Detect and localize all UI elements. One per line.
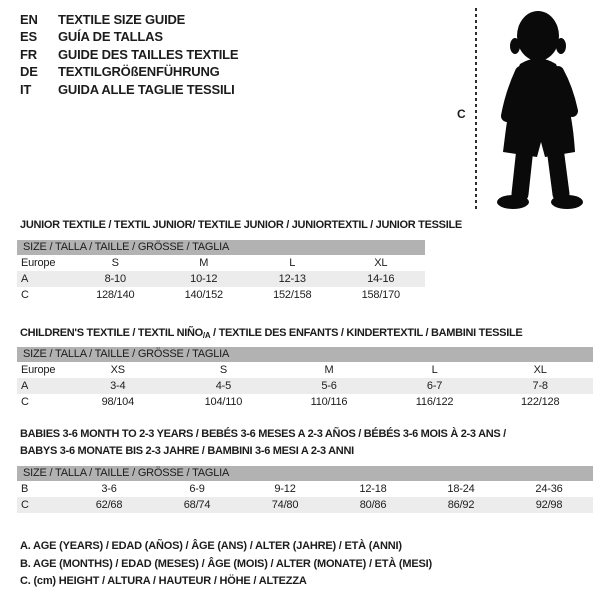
height-value: 158/170 bbox=[361, 288, 400, 301]
language-row-en bbox=[20, 11, 238, 28]
age-value: 3-6 bbox=[101, 482, 117, 495]
age-value: 10-12 bbox=[160, 271, 249, 287]
table-row-age-months bbox=[17, 481, 593, 497]
age-value: 24-36 bbox=[535, 482, 563, 495]
table-header-label: SIZE / TALLA / TAILLE / GRÖSSE / TAGLIA bbox=[17, 240, 425, 255]
baby-silhouette bbox=[486, 6, 598, 213]
row-label: A bbox=[17, 271, 71, 287]
height-value: 68/74 bbox=[153, 497, 241, 513]
row-label: A bbox=[17, 378, 65, 394]
language-code: EN bbox=[20, 12, 38, 27]
baby-foot-left bbox=[497, 195, 529, 209]
baby-head bbox=[517, 11, 559, 61]
legend-item-c: C. (cm) HEIGHT / ALTURA / HAUTEUR / HÖHE / ALTEZZA bbox=[20, 575, 307, 588]
row-label: Europe bbox=[21, 256, 56, 269]
babies-section-heading bbox=[20, 426, 506, 460]
age-value: 4-5 bbox=[171, 378, 277, 394]
age-value: 6-9 bbox=[189, 482, 205, 495]
table-row-europe bbox=[17, 255, 425, 271]
height-value: 116/122 bbox=[415, 395, 454, 408]
size-value: S bbox=[219, 363, 227, 376]
table-row-europe bbox=[17, 362, 593, 378]
baby-ear-left bbox=[510, 38, 520, 54]
size-value: XS bbox=[110, 363, 125, 376]
heading-text: / TEXTILE DES ENFANTS / KINDERTEXTIL / BAMBINI TESSILE bbox=[210, 327, 523, 339]
heading-line-2: BABYS 3-6 MONATE BIS 2-3 JAHRE / BAMBINI 3-6 MESI A 2-3 ANNI bbox=[20, 445, 354, 457]
height-value: 128/140 bbox=[96, 288, 135, 301]
size-value: XL bbox=[533, 363, 547, 376]
baby-foot-right bbox=[551, 195, 583, 209]
table-header-label: SIZE / TALLA / TAILLE / GRÖSSE / TAGLIA bbox=[17, 347, 593, 362]
age-value: 5-6 bbox=[276, 378, 382, 394]
age-value: 18-24 bbox=[447, 482, 475, 495]
height-value: 86/92 bbox=[417, 497, 505, 513]
age-value: 3-4 bbox=[65, 378, 171, 394]
legend-item-b: B. AGE (MONTHS) / EDAD (MESES) / ÂGE (MOIS) / ALTER (MONATE) / ETÀ (MESI) bbox=[20, 557, 432, 570]
height-value: 122/128 bbox=[521, 395, 560, 408]
junior-section-heading: JUNIOR TEXTILE / TEXTIL JUNIOR/ TEXTILE JUNIOR / JUNIORTEXTIL / JUNIOR TESSILE bbox=[20, 219, 462, 231]
height-value: 98/104 bbox=[101, 395, 135, 408]
language-code: FR bbox=[20, 46, 37, 62]
age-value: 12-18 bbox=[359, 482, 387, 495]
row-label: Europe bbox=[21, 363, 56, 376]
size-value: L bbox=[289, 256, 296, 269]
age-value: 6-7 bbox=[382, 378, 488, 394]
height-value: 140/152 bbox=[184, 288, 223, 301]
language-title-list bbox=[20, 11, 238, 98]
table-header-row bbox=[17, 347, 593, 362]
height-measure-dotted-line bbox=[475, 8, 477, 210]
height-value: 152/158 bbox=[273, 288, 312, 301]
baby-ear-right bbox=[556, 38, 566, 54]
table-row-age bbox=[17, 271, 425, 287]
language-row-it bbox=[20, 81, 238, 98]
age-value: 8-10 bbox=[71, 271, 160, 287]
junior-size-table bbox=[17, 240, 425, 303]
heading-subscript: /A bbox=[202, 331, 211, 340]
row-label: B bbox=[21, 482, 29, 495]
guide-title: TEXTILE SIZE GUIDE bbox=[58, 12, 186, 27]
guide-title: GUIDA ALLE TAGLIE TESSILI bbox=[58, 81, 235, 97]
heading-text: CHILDREN'S TEXTILE / TEXTIL NIÑO bbox=[20, 327, 203, 339]
guide-title: GUIDE DES TAILLES TEXTILE bbox=[58, 46, 239, 62]
age-value: 14-16 bbox=[337, 271, 426, 287]
row-label: C bbox=[21, 288, 29, 301]
language-code: DE bbox=[20, 64, 38, 80]
table-header-row bbox=[17, 240, 425, 255]
language-code: IT bbox=[20, 81, 32, 97]
height-value: 104/110 bbox=[204, 395, 243, 408]
guide-title: TEXTILGRÖßENFÜHRUNG bbox=[58, 64, 220, 80]
babies-size-table bbox=[17, 466, 593, 513]
table-row-height bbox=[17, 394, 593, 410]
age-value: 9-12 bbox=[274, 482, 296, 495]
measurement-legend bbox=[20, 538, 432, 591]
height-value: 92/98 bbox=[505, 497, 593, 513]
size-value: XL bbox=[374, 256, 388, 269]
height-marker-label: C bbox=[457, 107, 466, 121]
age-value: 7-8 bbox=[487, 378, 593, 394]
size-value: M bbox=[199, 256, 209, 269]
table-header-label: SIZE / TALLA / TAILLE / GRÖSSE / TAGLIA bbox=[17, 466, 593, 481]
table-row-height bbox=[17, 287, 425, 303]
row-label: C bbox=[17, 497, 65, 513]
table-row-age bbox=[17, 378, 593, 394]
baby-leg-left bbox=[520, 148, 525, 194]
legend-item-a: A. AGE (YEARS) / EDAD (AÑOS) / ÂGE (ANS) / ALTER (JAHRE) / ETÀ (ANNI) bbox=[20, 540, 402, 552]
children-section-heading bbox=[20, 325, 522, 344]
height-value: 74/80 bbox=[241, 497, 329, 513]
heading-line-1: BABIES 3-6 MONTH TO 2-3 YEARS / BEBÉS 3-6 MESES A 2-3 AÑOS / BÉBÉS 3-6 MOIS À 2-3 ANS / bbox=[20, 428, 506, 440]
language-row-fr bbox=[20, 46, 238, 63]
height-value: 62/68 bbox=[65, 497, 153, 513]
size-value: L bbox=[431, 363, 438, 376]
guide-title: GUÍA DE TALLAS bbox=[58, 29, 163, 45]
language-code: ES bbox=[20, 29, 37, 45]
language-row-es bbox=[20, 28, 238, 45]
height-value: 110/116 bbox=[310, 395, 348, 408]
table-row-height bbox=[17, 497, 593, 513]
age-value: 12-13 bbox=[248, 271, 337, 287]
baby-leg-right bbox=[555, 148, 561, 194]
height-value: 80/86 bbox=[329, 497, 417, 513]
language-row-de bbox=[20, 63, 238, 80]
row-label: C bbox=[21, 395, 29, 408]
children-size-table bbox=[17, 347, 593, 410]
table-header-row bbox=[17, 466, 593, 481]
size-value: S bbox=[111, 256, 119, 269]
size-value: M bbox=[324, 363, 334, 376]
